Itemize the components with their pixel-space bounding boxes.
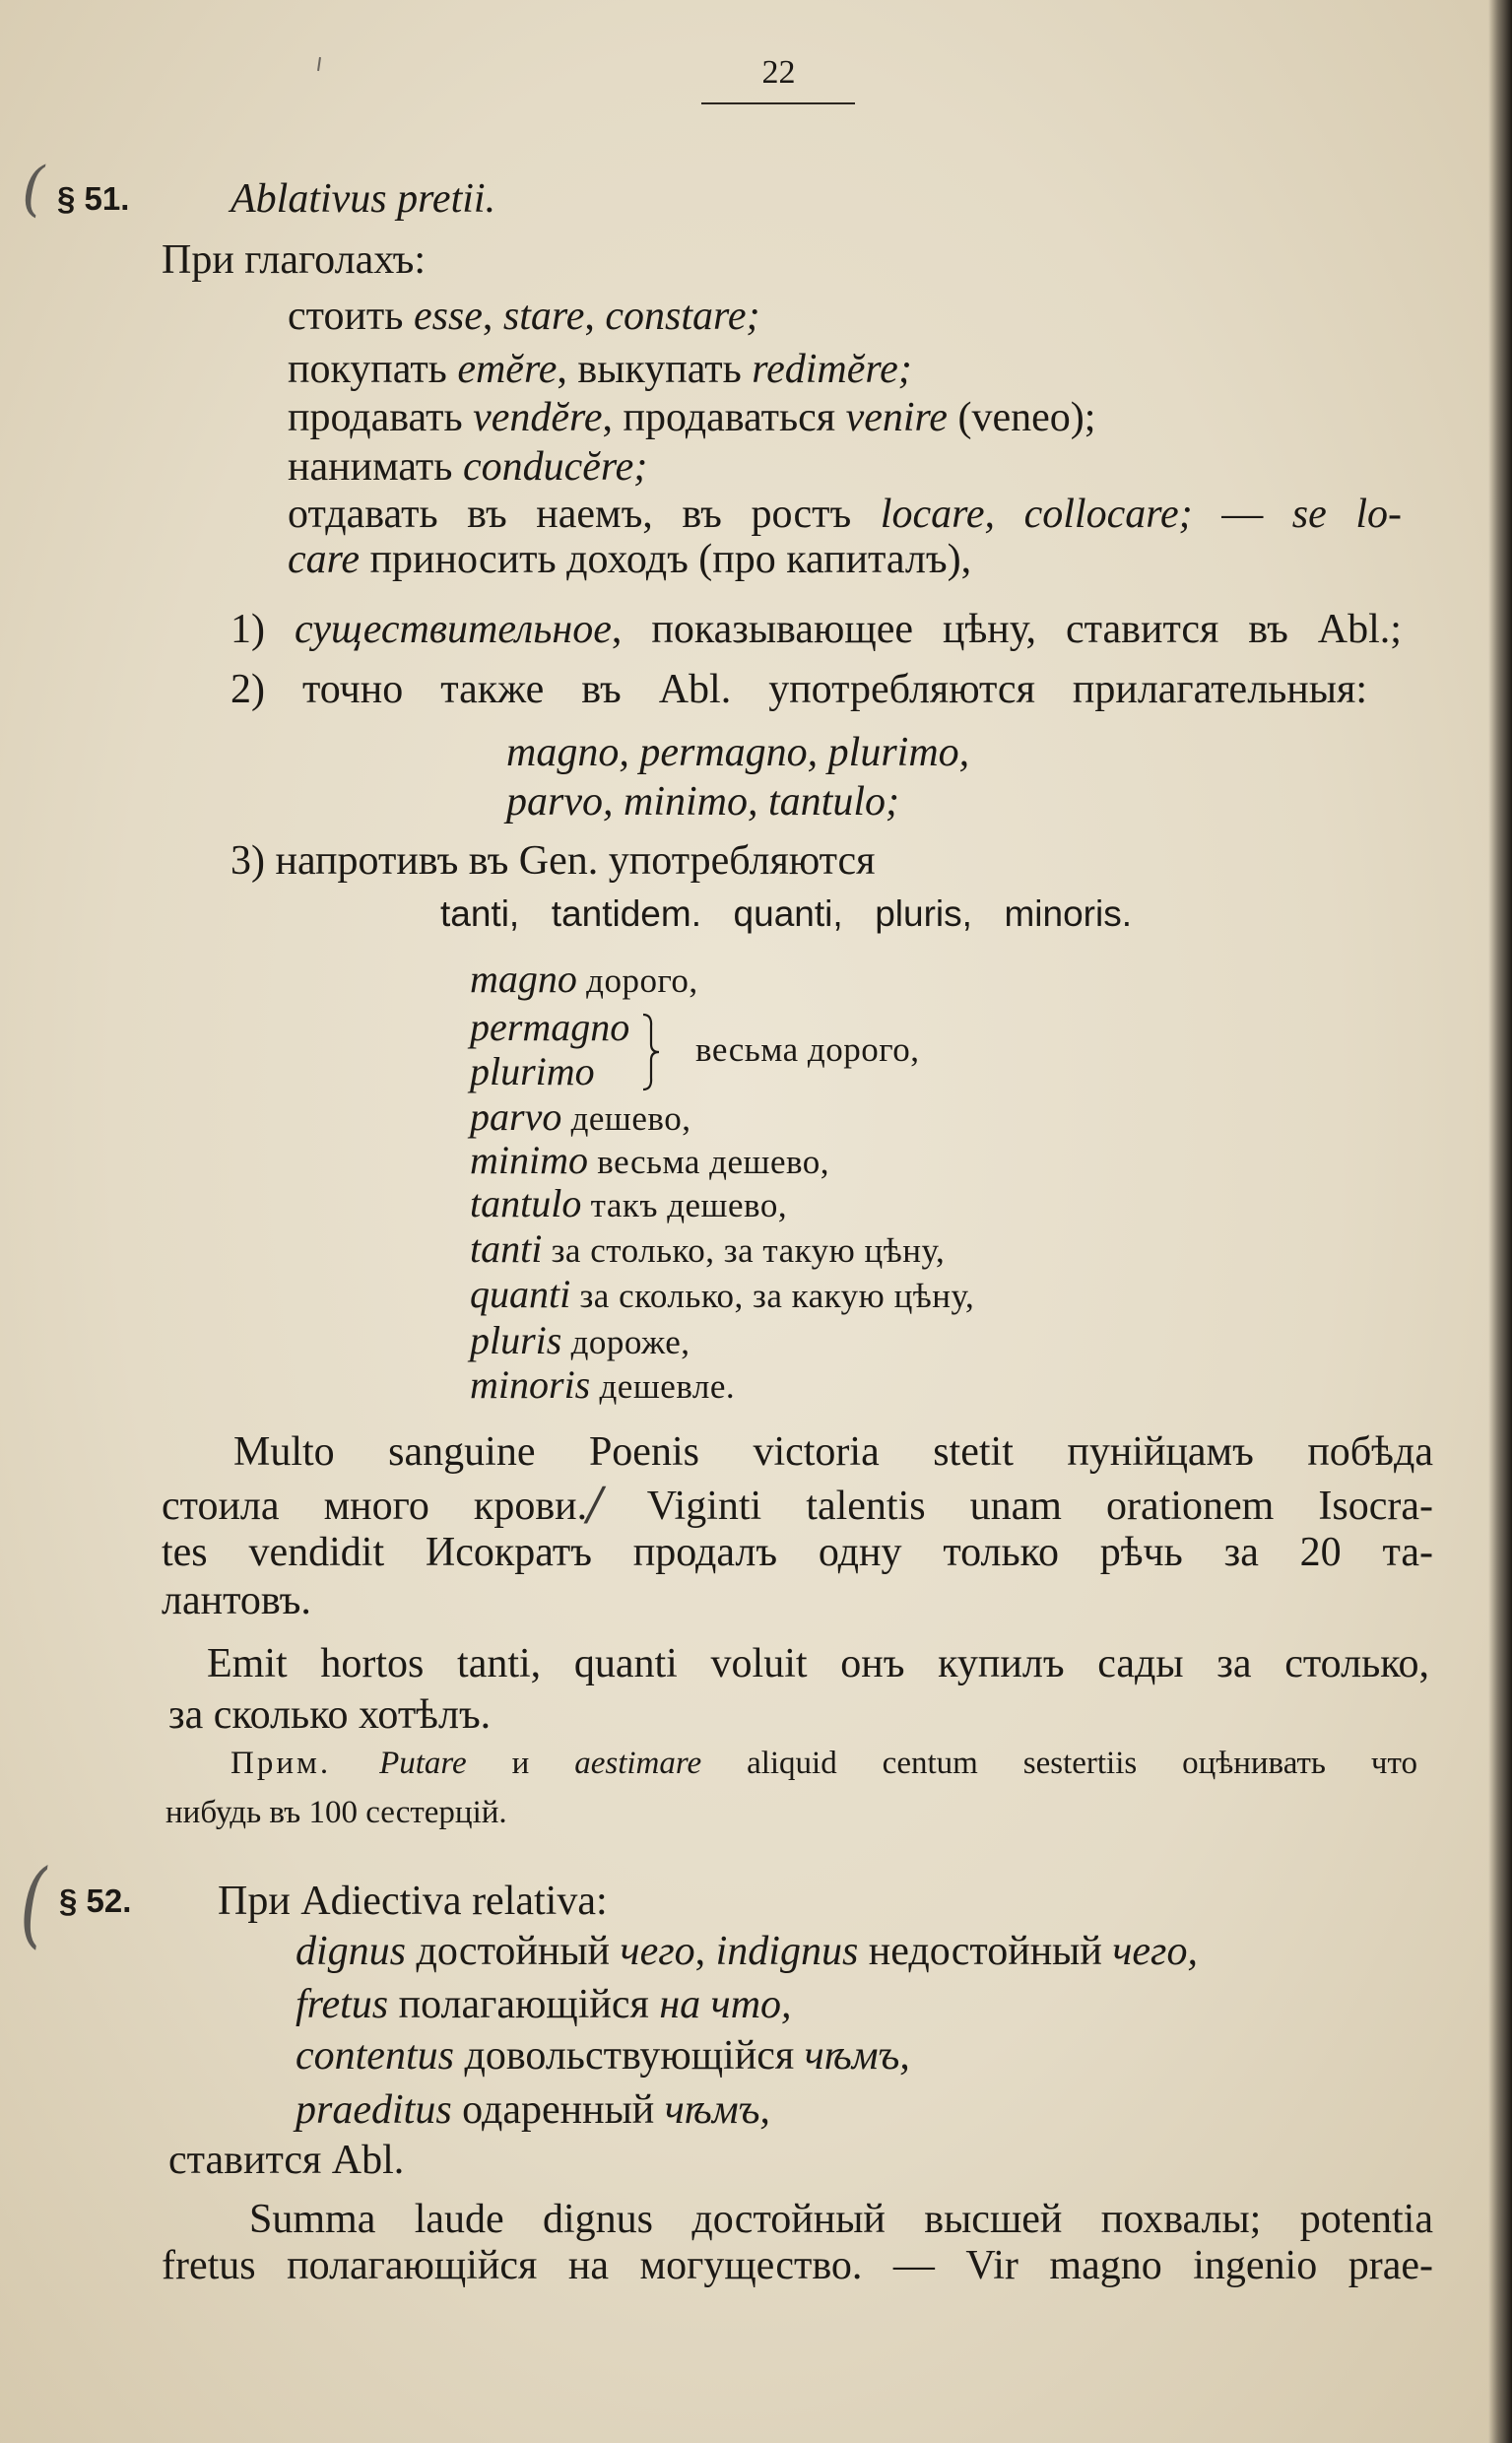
punctuation: , (694, 1929, 716, 1974)
verb-latin-term: constare; (605, 294, 760, 339)
verb-line (288, 443, 647, 491)
example-2-line: за сколько хотѣлъ. (168, 1692, 492, 1738)
genitive-list: tanti, tantidem. quanti, pluris, minoris. (440, 893, 1132, 934)
glossary-ru: дорого, (586, 961, 698, 1000)
glossary-ru: такъ дешево, (590, 1186, 788, 1224)
example-1-line (162, 1477, 1434, 1530)
brace-mark (640, 1013, 662, 1091)
punctuation: , (584, 294, 606, 339)
adjective-list: magno, permagno, plurimo, (506, 730, 970, 775)
adjective-line (296, 1981, 792, 2028)
example-1-line: Multo sanguine Poenis victoria stetit пунійцамъ побѣда (233, 1429, 1433, 1475)
section-51-title: Ablativus pretii. (230, 176, 496, 222)
section-52-title: При Adiectiva relativa: (218, 1879, 608, 1924)
example-1-line: лантовъ. (162, 1578, 311, 1623)
section-52-example-line: fretus полагающійся на могущество. — Vir magno ingenio prae- (162, 2243, 1433, 2288)
glossary-latin: tanti (470, 1226, 543, 1271)
adjective-case: на что, (659, 1982, 792, 2027)
margin-mark-s51: ( (22, 155, 45, 224)
verb-line (288, 536, 971, 583)
rule-1 (230, 606, 1402, 653)
adjective-ru: довольствующійся (453, 2033, 805, 2079)
example-text: стоила много крови. (162, 1484, 588, 1529)
adjective-latin: praeditus (296, 2087, 452, 2133)
note-line (230, 1744, 1417, 1783)
adjective-latin: fretus (296, 1982, 389, 2027)
verb-latin-term: vendĕre (473, 395, 603, 440)
section-51-number: § 51. (57, 180, 130, 217)
adjective-list: parvo, minimo, tantulo; (506, 779, 899, 825)
adjective-latin: dignus (296, 1929, 407, 1974)
adjective-ru: недостойный (858, 1929, 1113, 1974)
example-text: Viginti talentis unam orationem Isocra- (602, 1484, 1434, 1529)
glossary-entry (470, 1320, 690, 1363)
note-latin-term: Putare (379, 1746, 467, 1781)
glossary-ru: дешево, (570, 1099, 691, 1138)
verb-ru-text: приносить доходъ (про капиталъ), (360, 537, 972, 582)
verb-line (288, 491, 1402, 538)
verb-line (288, 346, 912, 393)
rule-number: 1) (230, 607, 295, 652)
verb-ru-text: продавать (288, 395, 474, 440)
verb-latin-term: venire (845, 395, 948, 440)
verb-latin-term: se lo- (1291, 492, 1403, 537)
adjective-line (296, 1928, 1198, 1975)
adjective-ru: достойный (406, 1929, 621, 1974)
section-52-number: § 52. (59, 1882, 132, 1919)
adjective-line (296, 2086, 770, 2134)
glossary-ru: дешевле. (599, 1367, 736, 1406)
verb-line (288, 293, 759, 340)
adjective-case: чего (620, 1929, 695, 1974)
rule-3: 3) напротивъ въ Gen. употребляются (230, 838, 876, 884)
note-label: Прим. (230, 1746, 380, 1781)
glossary-entry (470, 1140, 829, 1183)
glossary-latin: magno (470, 957, 577, 1001)
glossary-latin: permagno (470, 1005, 630, 1049)
verb-latin-plain: (veneo); (947, 395, 1096, 440)
glossary-ru: дороже, (570, 1323, 690, 1361)
section-52-conclusion: ставится Abl. (168, 2138, 405, 2183)
verb-ru-text: нанимать (288, 444, 463, 490)
verb-latin-term: conducĕre; (462, 444, 648, 490)
verb-ru-text: , продаваться (602, 395, 846, 440)
adjective-case: чѣмъ, (804, 2033, 910, 2079)
note-latin-term: aestimare (574, 1746, 702, 1781)
adjective-case: чего, (1112, 1929, 1198, 1974)
glossary-entry (470, 1228, 945, 1272)
section-51-intro: При глаголахъ: (162, 237, 427, 283)
glossary-latin: tantulo (470, 1181, 582, 1225)
glossary-latin: pluris (470, 1318, 562, 1362)
note-text: и (466, 1746, 575, 1781)
margin-mark-s52: ( (20, 1849, 47, 1959)
page-number-rule (701, 102, 855, 104)
glossary-latin: parvo (470, 1094, 562, 1139)
adjective-line (296, 2032, 910, 2080)
rule-text: , показывающее цѣну, ставится въ Abl.; (611, 607, 1402, 652)
verb-latin-term: redimĕre; (752, 347, 912, 392)
verb-ru-text: стоить (288, 294, 414, 339)
glossary-entry (470, 1051, 595, 1094)
section-52-example-line: Summa laude dignus достойный высшей похвалы; potentia (249, 2197, 1433, 2242)
pencil-tick (317, 57, 321, 71)
verb-line (288, 394, 1095, 441)
note-text: aliquid centum sestertiis оцѣнивать что (701, 1746, 1417, 1781)
adjective-ru: одаренный (451, 2087, 665, 2133)
example-1-line: tes vendidit Исократъ продалъ одну только рѣчь за 20 та- (162, 1530, 1433, 1575)
glossary-entry (470, 1183, 787, 1226)
verb-latin-term: care (288, 537, 361, 582)
verb-latin-term: stare (502, 294, 585, 339)
page-number: 22 (761, 54, 796, 91)
verb-latin-term: esse (413, 294, 483, 339)
verb-latin-term: locare, collocare; (880, 492, 1193, 537)
glossary-latin: plurimo (470, 1049, 595, 1093)
page-edge-shadow (1488, 0, 1512, 2443)
glossary-ru: за сколько, за какую цѣну, (579, 1277, 975, 1315)
rule-2: 2) точно также въ Abl. употребляются прилагательныя: (230, 667, 1367, 712)
verb-ru-text: покупать (288, 347, 458, 392)
example-2-line: Emit hortos tanti, quanti voluit онъ купилъ сады за столько, (207, 1641, 1429, 1686)
adjective-case: чѣмъ, (664, 2087, 770, 2133)
glossary-entry (470, 1274, 974, 1317)
note-line: нибудь въ 100 сестерцій. (165, 1795, 507, 1830)
adjective-latin: contentus (296, 2033, 454, 2079)
pencil-slash-mark: / (587, 1477, 603, 1530)
glossary-ru: за столько, за такую цѣну, (551, 1231, 946, 1270)
punctuation: , (482, 294, 503, 339)
glossary-entry (470, 1007, 629, 1050)
adjective-ru: полагающійся (388, 1982, 660, 2027)
adjective-latin: indignus (715, 1929, 859, 1974)
glossary-ru: весьма дешево, (597, 1143, 830, 1181)
rule-term: существительное (294, 607, 612, 652)
glossary-entry (470, 1364, 735, 1408)
glossary-entry (470, 958, 698, 1002)
glossary-latin: minimo (470, 1138, 588, 1182)
glossary-entry (470, 1096, 690, 1140)
glossary-group-ru: весьма дорого, (695, 1030, 920, 1069)
dash: — (1192, 492, 1292, 537)
verb-ru-text: , выкупать (557, 347, 753, 392)
verb-latin-term: emĕre (457, 347, 558, 392)
glossary-latin: minoris (470, 1362, 591, 1407)
verb-ru-text: отдавать въ наемъ, въ ростъ (288, 492, 881, 537)
glossary-latin: quanti (470, 1272, 571, 1316)
